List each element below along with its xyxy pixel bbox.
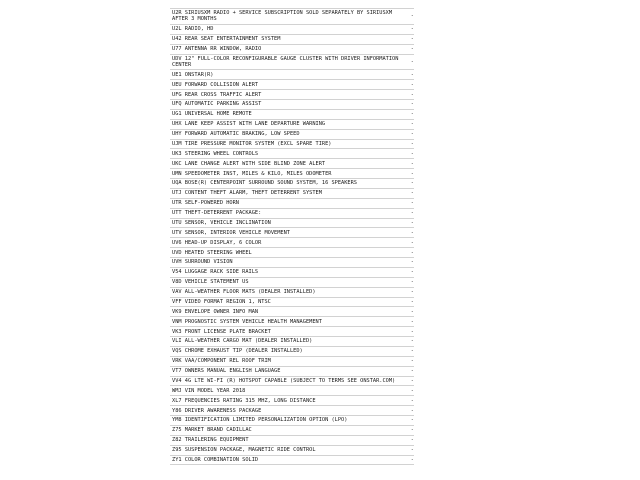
option-price: - (410, 81, 414, 88)
option-price: - (410, 377, 414, 384)
option-row (170, 25, 414, 35)
option-price: - (410, 13, 414, 20)
option-description: Z82 TRAILERING EQUIPMENT (172, 437, 249, 444)
option-description: UDV 12" FULL-COLOR RECONFIGURABLE GAUGE CLUSTER WITH DRIVER INFORMATION CENTER (172, 55, 399, 68)
option-row (170, 446, 414, 456)
option-price: - (410, 91, 414, 98)
option-price: - (410, 259, 414, 266)
option-description: VRK VAA/COMPONENT REL ROOF TRIM (172, 358, 271, 365)
option-price: - (410, 348, 414, 355)
option-row (170, 278, 414, 288)
option-price: - (410, 239, 414, 246)
option-description: UG1 UNIVERSAL HOME REMOTE (172, 111, 252, 118)
option-price: - (410, 279, 414, 286)
option-row (170, 149, 414, 159)
option-row (170, 367, 414, 377)
option-row (170, 80, 414, 90)
option-description: UKC LANE CHANGE ALERT WITH SIDE BLIND ZONE ALERT (172, 160, 326, 167)
option-row (170, 130, 414, 140)
option-row (170, 70, 414, 80)
option-row (170, 199, 414, 209)
option-row (170, 377, 414, 387)
option-row (170, 317, 414, 327)
option-price: - (410, 229, 414, 236)
option-description: VNM PROGNOSTIC SYSTEM VEHICLE HEALTH MANAGEMENT (172, 318, 322, 325)
option-price: - (410, 190, 414, 197)
option-price: - (410, 328, 414, 335)
option-row (170, 55, 414, 71)
option-description: V54 LUGGAGE RACK SIDE RAILS (172, 269, 259, 276)
option-description: UTV SENSOR, INTERIOR VEHICLE MOVEMENT (172, 229, 290, 236)
option-price: - (410, 121, 414, 128)
option-row (170, 219, 414, 229)
option-description: Y86 DRIVER AWARENESS PACKAGE (172, 407, 262, 414)
option-price: - (410, 58, 414, 65)
option-row (170, 298, 414, 308)
option-description: U42 REAR SEAT ENTERTAINMENT SYSTEM (172, 36, 281, 43)
option-description: UHY FORWARD AUTOMATIC BRAKING, LOW SPEED (172, 131, 300, 138)
option-description: UV6 HEAD-UP DISPLAY, 6 COLOR (172, 239, 262, 246)
option-row (170, 100, 414, 110)
option-price: - (410, 160, 414, 167)
option-row (170, 307, 414, 317)
options-list (170, 8, 414, 465)
option-description: XL7 FREQUENCIES RATING 315 MHZ, LONG DISTANCE (172, 397, 316, 404)
option-description: UTJ CONTENT THEFT ALARM, THEFT DETERRENT SYSTEM (172, 190, 322, 197)
option-row (170, 209, 414, 219)
option-row (170, 288, 414, 298)
option-row (170, 436, 414, 446)
option-price: - (410, 210, 414, 217)
option-price: - (410, 358, 414, 365)
option-price: - (410, 289, 414, 296)
option-row (170, 426, 414, 436)
option-price: - (410, 200, 414, 207)
option-price: - (410, 36, 414, 43)
option-price: - (410, 298, 414, 305)
option-price: - (410, 456, 414, 463)
option-price: - (410, 170, 414, 177)
option-description: U2L RADIO, HD (172, 26, 214, 33)
option-description: Z95 SUSPENSION PACKAGE, MAGNETIC RIDE CONTROL (172, 447, 316, 454)
option-description: UFG REAR CROSS TRAFFIC ALERT (172, 91, 262, 98)
option-description: UMN SPEEDOMETER INST, MILES & KILO, MILES ODOMETER (172, 170, 332, 177)
option-description: VK9 ENVELOPE OWNER INFO MAN (172, 308, 259, 315)
option-price: - (410, 140, 414, 147)
option-price: - (410, 368, 414, 375)
option-description: UE1 ONSTAR(R) (172, 71, 214, 78)
option-row (170, 179, 414, 189)
option-price: - (410, 437, 414, 444)
option-description: Z75 MARKET BRAND CADILLAC (172, 427, 252, 434)
option-row (170, 327, 414, 337)
option-description: VV4 4G LTE WI-FI (R) HOTSPOT CAPABLE (SUBJECT TO TERMS SEE ONSTAR.COM) (172, 377, 396, 384)
option-row (170, 248, 414, 258)
option-description: VAV ALL-WEATHER FLOOR MATS (DEALER INSTALLED) (172, 289, 316, 296)
option-description: UTR SELF-POWERED HORN (172, 200, 239, 207)
option-price: - (410, 397, 414, 404)
option-row (170, 357, 414, 367)
option-price: - (410, 269, 414, 276)
option-price: - (410, 101, 414, 108)
option-description: UVD HEATED STEERING WHEEL (172, 249, 252, 256)
option-description: V8D VEHICLE STATEMENT US (172, 279, 249, 286)
option-price: - (410, 71, 414, 78)
option-description: UTT THEFT-DETERRENT PACKAGE: (172, 210, 262, 217)
option-description: VFF VIDEO FORMAT REGION 1, NTSC (172, 298, 271, 305)
option-row (170, 258, 414, 268)
option-description: VQS CHROME EXHAUST TIP (DEALER INSTALLED) (172, 348, 303, 355)
option-description: UTU SENSOR, VEHICLE INCLINATION (172, 219, 271, 226)
option-row (170, 406, 414, 416)
option-price: - (410, 111, 414, 118)
option-price: - (410, 46, 414, 53)
option-row (170, 120, 414, 130)
option-row (170, 337, 414, 347)
option-row (170, 228, 414, 238)
option-description: VT7 OWNERS MANUAL ENGLISH LANGUAGE (172, 368, 281, 375)
option-row (170, 140, 414, 150)
option-row (170, 159, 414, 169)
option-description: VLI ALL-WEATHER CARGO MAT (DEALER INSTALLED) (172, 338, 313, 345)
option-description: UVH SURROUND VISION (172, 259, 233, 266)
option-price: - (410, 338, 414, 345)
option-description: U77 ANTENNA RR WINDOW, RADIO (172, 46, 262, 53)
option-description: VK3 FRONT LICENSE PLATE BRACKET (172, 328, 271, 335)
option-price: - (410, 447, 414, 454)
option-row (170, 268, 414, 278)
option-price: - (410, 407, 414, 414)
option-description: UEU FORWARD COLLISION ALERT (172, 81, 259, 88)
option-row (170, 169, 414, 179)
option-price: - (410, 249, 414, 256)
option-price: - (410, 417, 414, 424)
option-row (170, 110, 414, 120)
option-description: UHX LANE KEEP ASSIST WITH LANE DEPARTURE WARNING (172, 121, 326, 128)
option-price: - (410, 180, 414, 187)
option-row (170, 396, 414, 406)
option-description: UQA BOSE(R) CENTERPOINT SURROUND SOUND SYSTEM, 16 SPEAKERS (172, 180, 357, 187)
option-price: - (410, 387, 414, 394)
option-description: UFQ AUTOMATIC PARKING ASSIST (172, 101, 262, 108)
option-price: - (410, 427, 414, 434)
option-row (170, 35, 414, 45)
option-price: - (410, 308, 414, 315)
option-price: - (410, 219, 414, 226)
option-row (170, 8, 414, 25)
option-description: U2R SIRIUSXM RADIO + SERVICE SUBSCRIPTION SOLD SEPARATELY BY SIRIUSXM AFTER 3 MONTHS (172, 10, 393, 23)
option-description: UJM TIRE PRESSURE MONITOR SYSTEM (EXCL SPARE TIRE) (172, 140, 332, 147)
option-row (170, 347, 414, 357)
option-price: - (410, 131, 414, 138)
option-row (170, 189, 414, 199)
option-price: - (410, 26, 414, 33)
option-price: - (410, 150, 414, 157)
option-row (170, 45, 414, 55)
option-description: WMJ VIN MODEL YEAR 2018 (172, 387, 246, 394)
option-row (170, 386, 414, 396)
option-row (170, 238, 414, 248)
option-description: ZY1 COLOR COMBINATION SOLID (172, 456, 259, 463)
option-row (170, 416, 414, 426)
option-description: UK3 STEERING WHEEL CONTROLS (172, 150, 259, 157)
option-row (170, 456, 414, 466)
option-price: - (410, 318, 414, 325)
option-description: YM8 IDENTIFICATION LIMITED PERSONALIZATION OPTION (LPO) (172, 417, 348, 424)
option-row (170, 90, 414, 100)
